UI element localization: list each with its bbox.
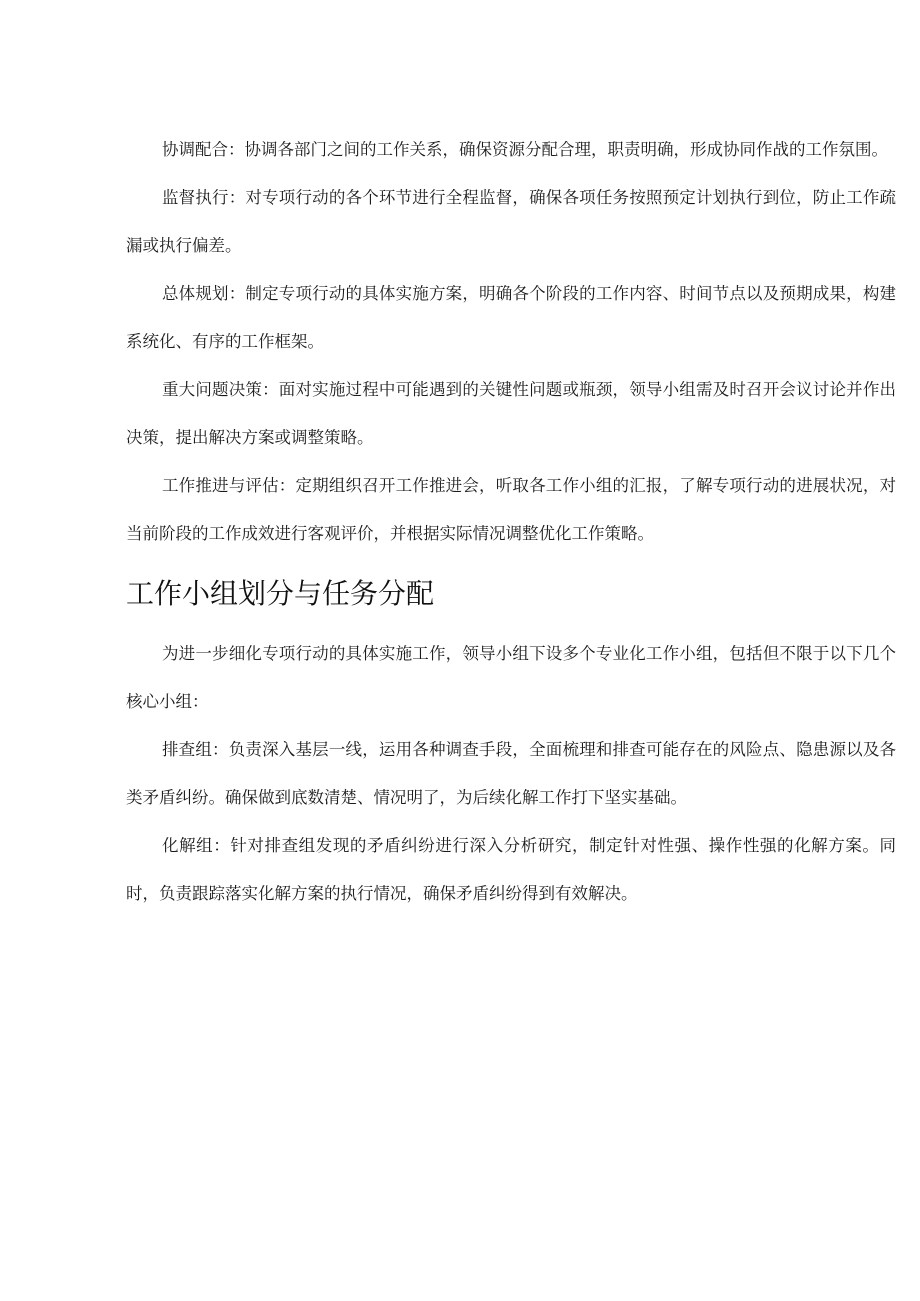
paragraph-progress-evaluation: 工作推进与评估：定期组织召开工作推进会，听取各工作小组的汇报，了解专项行动的进展状况，对当前阶段的工作成效进行客观评价，并根据实际情况调整优化工作策略。 (126, 476, 896, 543)
document-body (126, 126, 896, 918)
paragraph-resolution-group: 化解组：针对排查组发现的矛盾纠纷进行深入分析研究，制定针对性强、操作性强的化解方案。同时，负责跟踪落实化解方案的执行情况，确保矛盾纠纷得到有效解决。 (126, 836, 896, 903)
paragraph-overall-planning: 总体规划：制定专项行动的具体实施方案，明确各个阶段的工作内容、时间节点以及预期成果，构建系统化、有序的工作框架。 (126, 284, 896, 351)
paragraph-supervision: 监督执行：对专项行动的各个环节进行全程监督，确保各项任务按照预定计划执行到位，防止工作疏漏或执行偏差。 (126, 188, 896, 255)
paragraph-intro: 为进一步细化专项行动的具体实施工作，领导小组下设多个专业化工作小组，包括但不限于以下几个核心小组： (126, 644, 896, 711)
paragraph-major-decisions: 重大问题决策：面对实施过程中可能遇到的关键性问题或瓶颈，领导小组需及时召开会议讨论并作出决策，提出解决方案或调整策略。 (126, 380, 896, 447)
section-heading: 工作小组划分与任务分配 (126, 577, 435, 610)
paragraph-coordination: 协调配合：协调各部门之间的工作关系，确保资源分配合理，职责明确，形成协同作战的工作氛围。 (162, 140, 888, 159)
paragraph-investigation-group: 排查组：负责深入基层一线，运用各种调查手段，全面梳理和排查可能存在的风险点、隐患源以及各类矛盾纠纷。确保做到底数清楚、情况明了，为后续化解工作打下坚实基础。 (126, 740, 896, 807)
